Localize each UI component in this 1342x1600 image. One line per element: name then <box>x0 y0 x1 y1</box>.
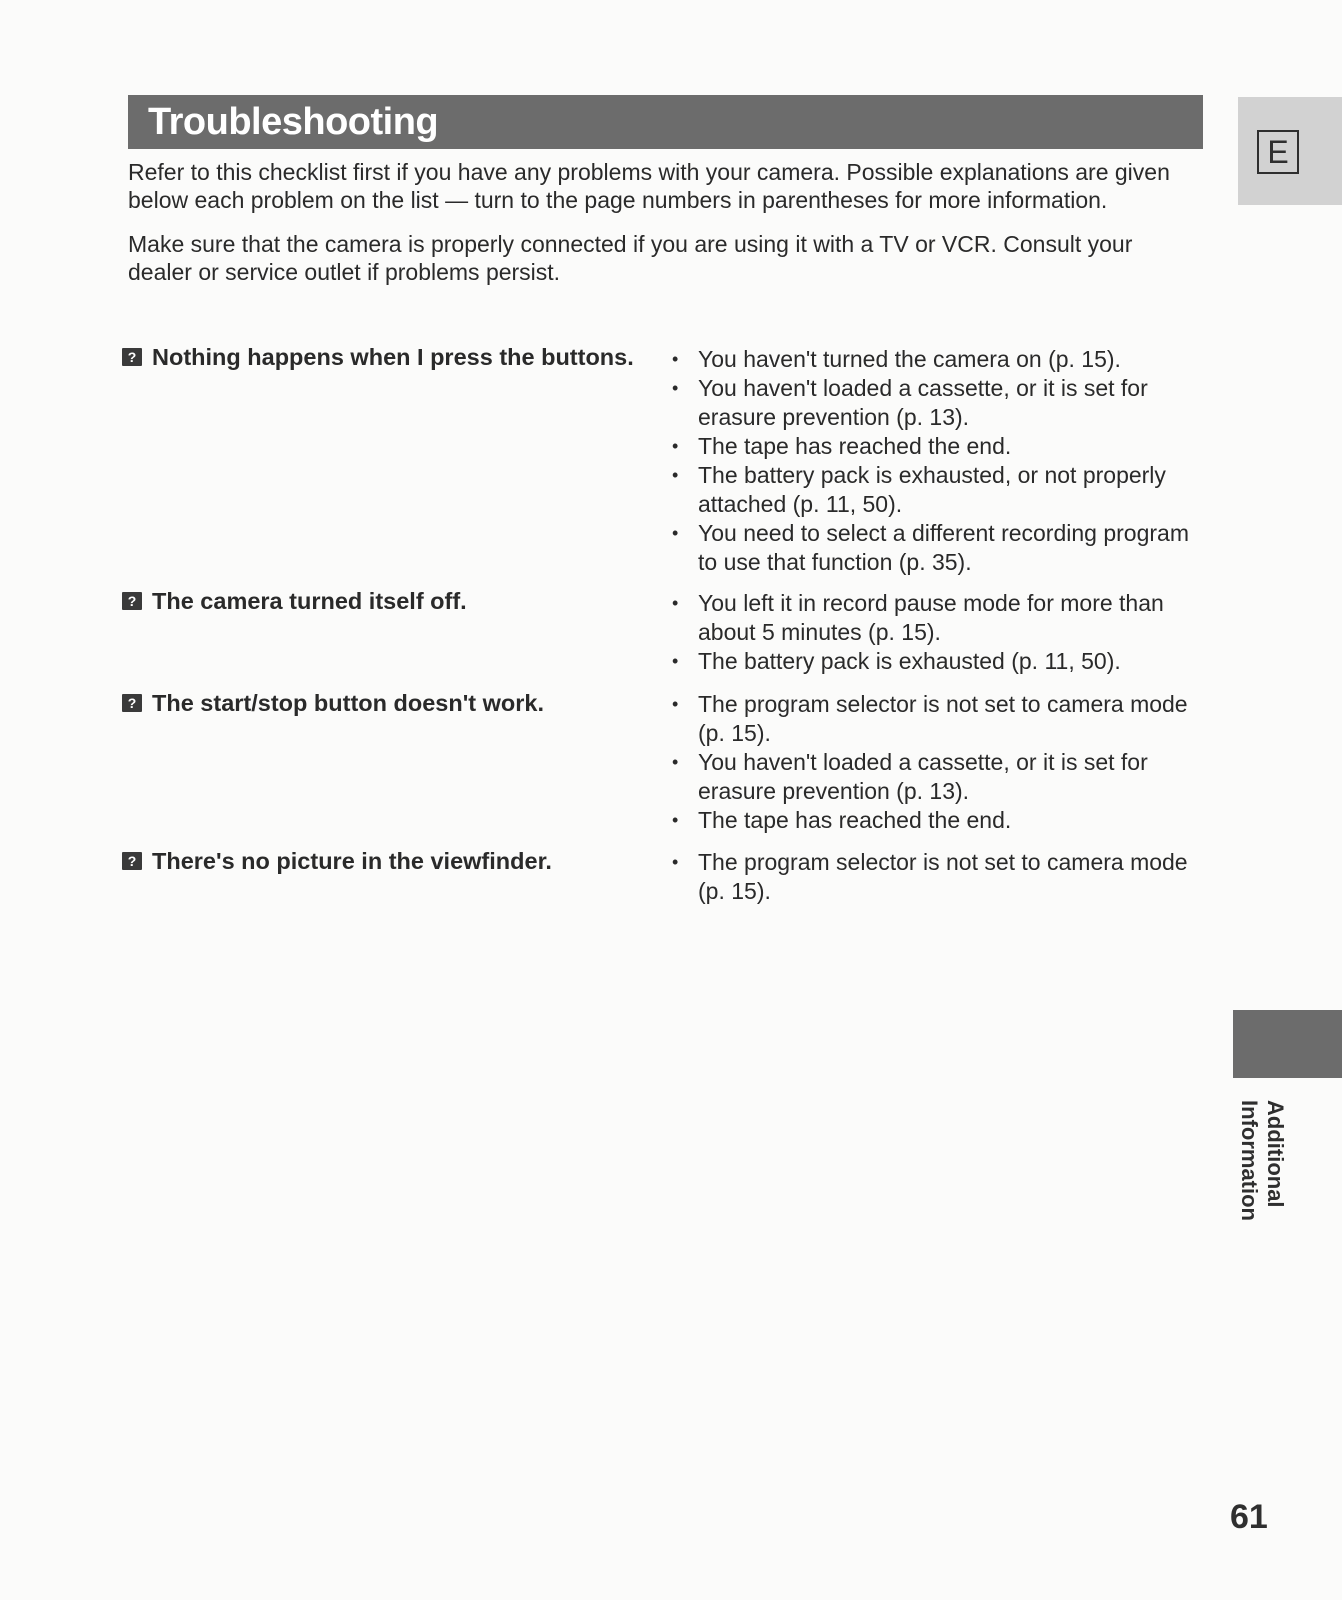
problem-4 <box>122 847 642 875</box>
cause-item: • You haven't turned the camera on (p. 15). <box>672 345 1200 374</box>
cause-item: • You haven't loaded a cassette, or it is set for erasure prevention (p. 13). <box>672 748 1200 806</box>
question-icon: ? <box>122 348 142 366</box>
intro-paragraph: Refer to this checklist first if you have any problems with your camera. Possible explanations are given below each problem on the list — turn to the page numbers in parentheses for more information. <box>128 159 1170 213</box>
problem-3 <box>122 689 642 717</box>
title-bar <box>128 95 1203 149</box>
cause-item: • The program selector is not set to camera mode (p. 15). <box>672 848 1200 906</box>
section-label: Additional Information <box>1237 1100 1288 1221</box>
cause-item: • You left it in record pause mode for more than about 5 minutes (p. 15). <box>672 589 1200 647</box>
cause-item: • The battery pack is exhausted, or not properly attached (p. 11, 50). <box>672 461 1200 519</box>
causes-list-4 <box>672 848 1200 906</box>
causes-list-1 <box>672 345 1200 577</box>
question-icon: ? <box>122 592 142 610</box>
cause-item: • You haven't loaded a cassette, or it is set for erasure prevention (p. 13). <box>672 374 1200 432</box>
cause-item: • You need to select a different recording program to use that function (p. 35). <box>672 519 1200 577</box>
intro-paragraph: Make sure that the camera is properly connected if you are using it with a TV or VCR. Consult your dealer or service outlet if problems persist. <box>128 231 1133 285</box>
intro <box>128 158 1198 302</box>
problem-question: Nothing happens when I press the buttons. <box>152 344 634 370</box>
problem-question: The camera turned itself off. <box>152 588 467 614</box>
question-icon: ? <box>122 852 142 870</box>
problem-question: There's no picture in the viewfinder. <box>152 848 552 874</box>
problem-question: The start/stop button doesn't work. <box>152 690 545 716</box>
cause-item: • The tape has reached the end. <box>672 432 1200 461</box>
cause-item: • The tape has reached the end. <box>672 806 1200 835</box>
causes-list-2 <box>672 589 1200 676</box>
page-title: Troubleshooting <box>148 100 439 143</box>
cause-item: • The program selector is not set to camera mode (p. 15). <box>672 690 1200 748</box>
cause-item: • The battery pack is exhausted (p. 11, 50). <box>672 647 1200 676</box>
problem-1 <box>122 343 642 371</box>
page-number: 61 <box>1230 1498 1268 1536</box>
question-icon: ? <box>122 694 142 712</box>
section-tab-bar <box>1233 1010 1342 1078</box>
causes-list-3 <box>672 690 1200 835</box>
problem-2 <box>122 587 642 615</box>
language-tab-label: E <box>1257 130 1299 174</box>
